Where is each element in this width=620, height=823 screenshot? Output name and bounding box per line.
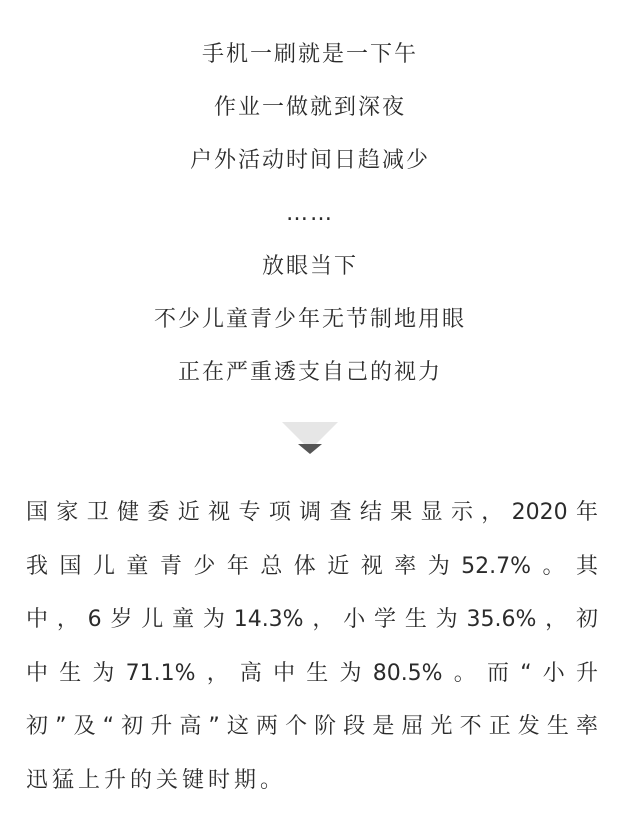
double-chevron-down-icon — [278, 420, 342, 462]
poem-line-2: 作业一做就到深夜 — [213, 95, 406, 120]
poem-line-4: 放眼当下 — [261, 254, 358, 279]
poem-block — [0, 28, 620, 399]
chevron-dark — [298, 444, 322, 454]
body-line-6: 迅猛上升的关键时期。 — [26, 767, 287, 793]
body-line-1: 国家卫健委近视专项调查结果显示，2020年 — [26, 500, 598, 525]
body-line-5: 初”及“初升高”这两个阶段是屈光不正发生率 — [26, 714, 598, 739]
poem-ellipsis: …… — [286, 201, 334, 226]
body-line-4: 中生为71.1%，高中生为80.5%。而“小升 — [26, 660, 598, 686]
body-line-3: 中，6岁儿童为14.3%，小学生为35.6%，初 — [26, 607, 598, 632]
poem-line-6: 正在严重透支自己的视力 — [177, 360, 442, 385]
body-line-2: 我国儿童青少年总体近视率为52.7%。其 — [26, 553, 598, 579]
poem-line-1: 手机一刷就是一下午 — [201, 42, 418, 67]
poem-line-3: 户外活动时间日趋减少 — [189, 148, 430, 173]
body-paragraph — [26, 486, 598, 807]
poem-line-5: 不少儿童青少年无节制地用眼 — [153, 307, 466, 332]
